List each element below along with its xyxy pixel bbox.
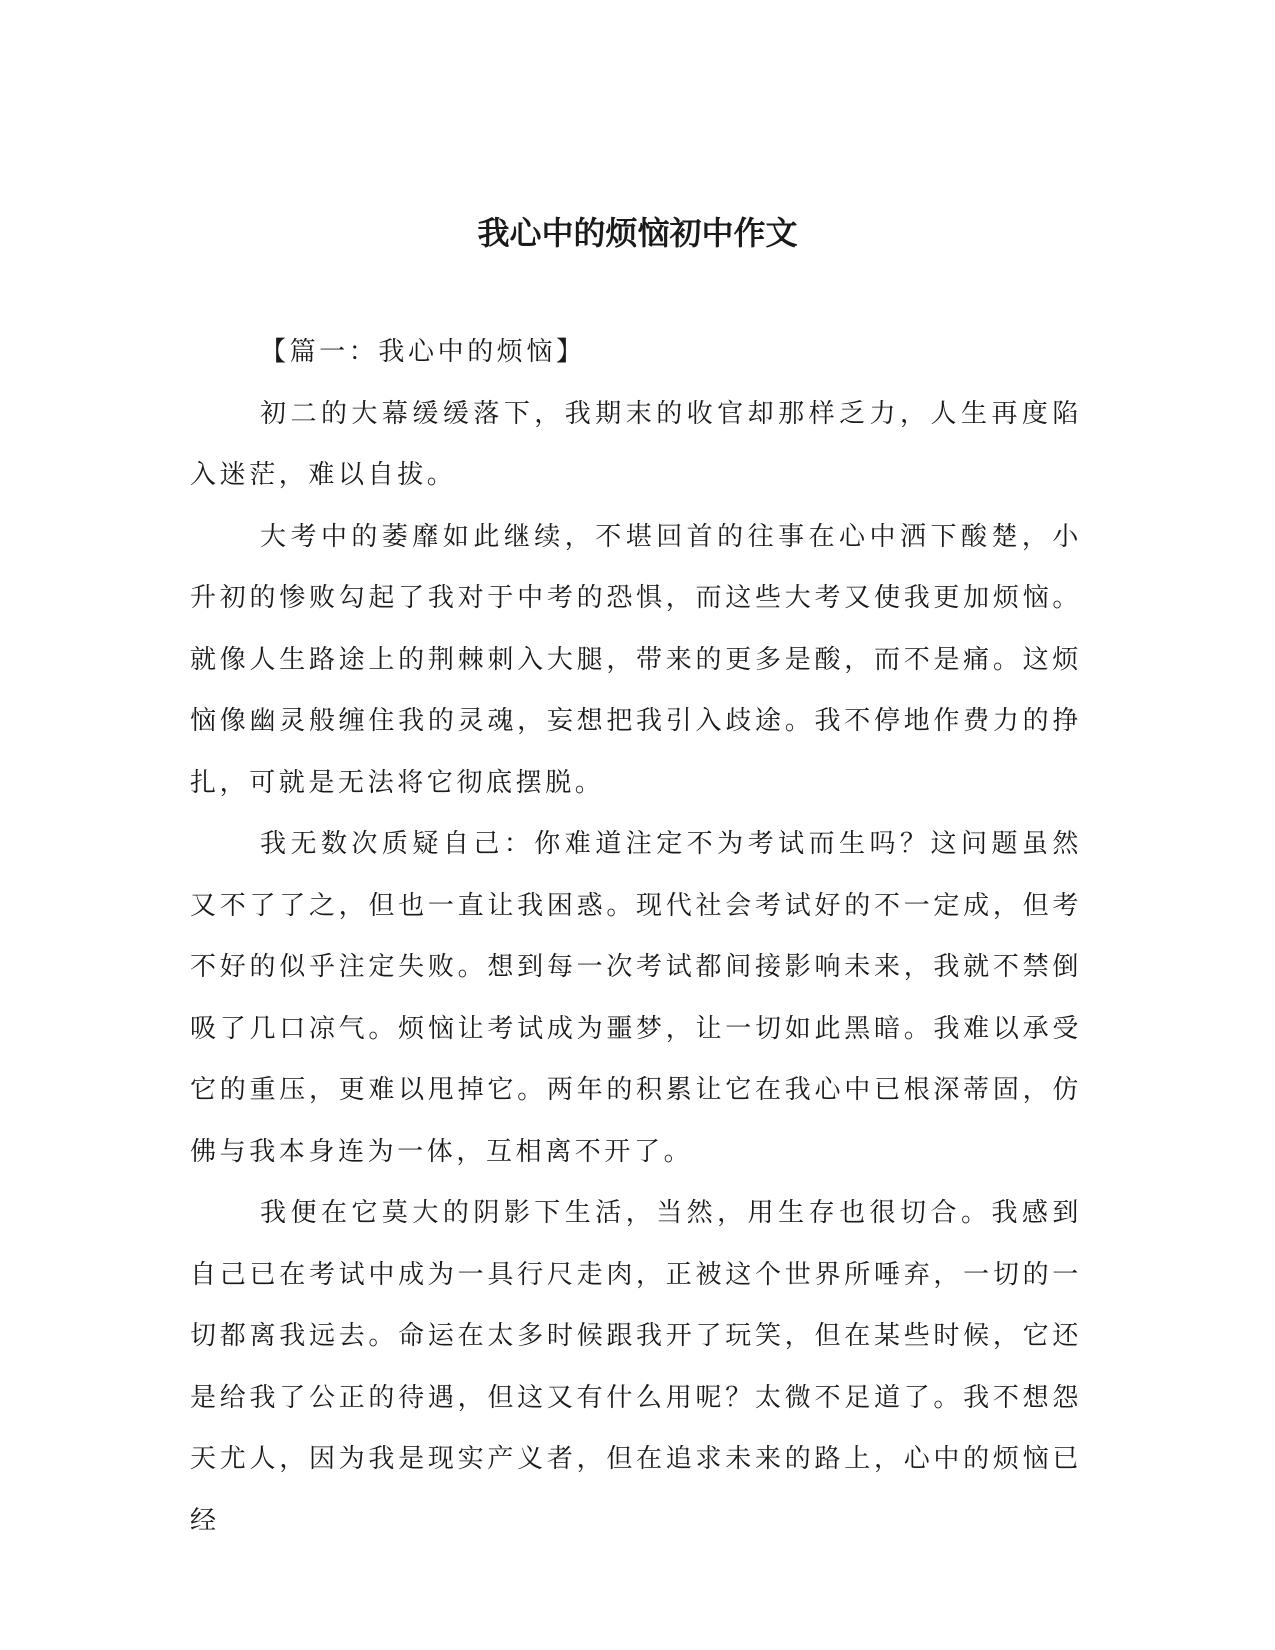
paragraph-3: 我无数次质疑自己：你难道注定不为考试而生吗？这问题虽然又不了了之，但也一直让我困惑。现代社会考试好的不一定成，但考不好的似乎注定失败。想到每一次考试都间接影响未来，我就不禁倒吸了几口凉气。烦恼让考试成为噩梦，让一切如此黑暗。我难以承受它的重压，更难以甩掉它。两年的积累让它在我心中已根深蒂固，仿佛与我本身连为一体，互相离不开了。 (190, 829, 1082, 1167)
paragraph-2: 大考中的萎靡如此继续，不堪回首的往事在心中洒下酸楚，小升初的惨败勾起了我对于中考的恐惧，而这些大考又使我更加烦恼。就像人生路途上的荆棘刺入大腿，带来的更多是酸，而不是痛。这烦恼像幽灵般缠住我的灵魂，妄想把我引入歧途。我不停地作费力的挣扎，可就是无法将它彻底摆脱。 (190, 521, 1082, 798)
document-body (190, 322, 1082, 1552)
paragraph-1: 初二的大幕缓缓落下，我期末的收官却那样乏力，人生再度陷入迷茫，难以自拔。 (190, 398, 1082, 490)
paragraph-4: 我便在它莫大的阴影下生活，当然，用生存也很切合。我感到自己已在考试中成为一具行尺走肉，正被这个世界所唾弃，一切的一切都离我远去。命运在太多时候跟我开了玩笑，但在某些时候，它还是给我了公正的待遇，但这又有什么用呢？太微不足道了。我不想怨天尤人，因为我是现实产义者，但在追求未来的路上，心中的烦恼已经 (190, 1198, 1082, 1536)
document-title: 我心中的烦恼初中作文 (477, 214, 798, 252)
section-heading: 【篇一：我心中的烦恼】 (260, 337, 586, 367)
